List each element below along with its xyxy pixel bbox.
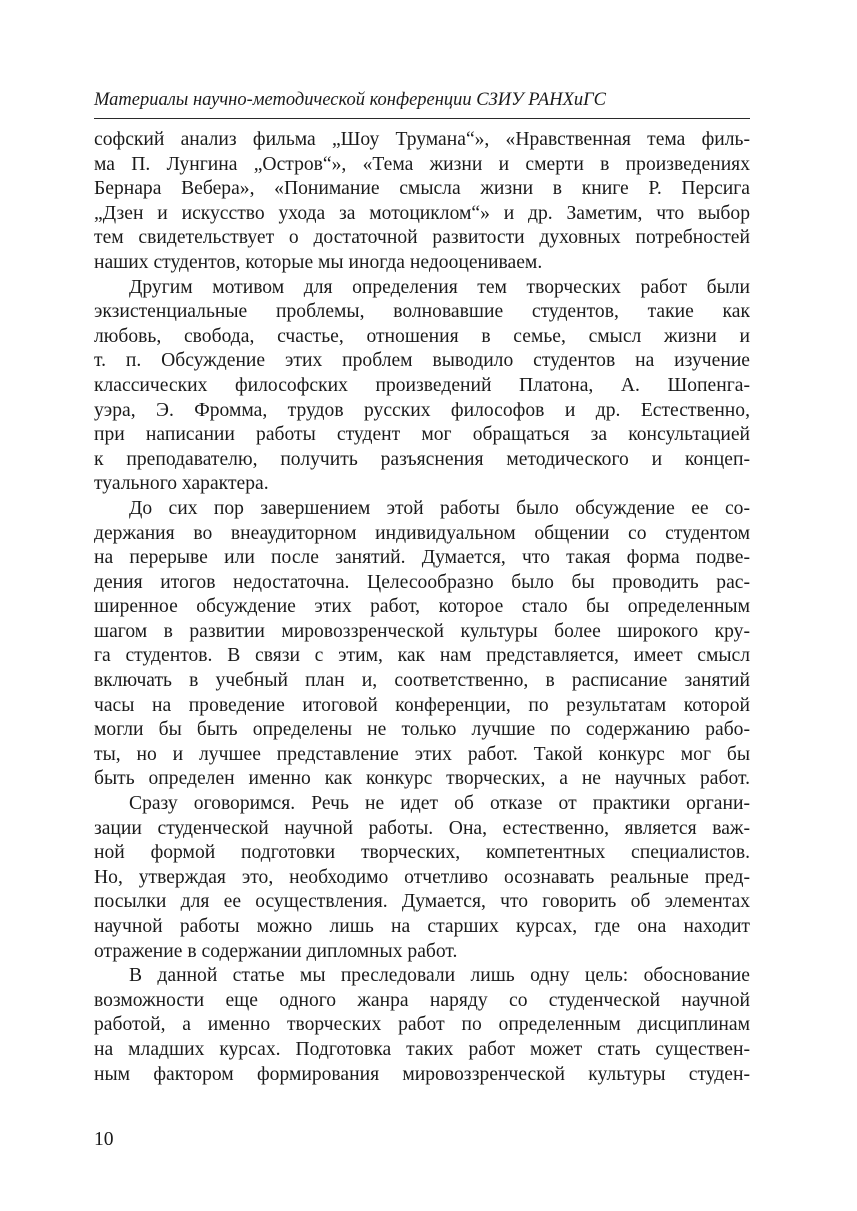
text-line: Бернара Вебера», «Понимание смысла жизни в книге Р. Персига bbox=[94, 178, 750, 200]
text-line: Другим мотивом для определения тем творческих работ были bbox=[129, 276, 750, 298]
text-line: к преподавателю, получить разъяснения методического и концеп- bbox=[94, 448, 750, 470]
text-line: дения итогов недостаточна. Целесообразно было бы проводить рас- bbox=[94, 571, 750, 593]
text-line: ма П. Лунгина „Остров“», «Тема жизни и смерти в произведениях bbox=[94, 153, 750, 175]
text-line: возможности еще одного жанра наряду со студенческой научной bbox=[94, 989, 750, 1011]
text-line: уэра, Э. Фромма, трудов русских философов и др. Естественно, bbox=[94, 399, 750, 421]
text-line: га студентов. В связи с этим, как нам представляется, имеет смысл bbox=[94, 645, 750, 667]
header-rule bbox=[94, 118, 750, 119]
text-line: ным фактором формирования мировоззренческой культуры студен- bbox=[94, 1063, 750, 1085]
running-header: Материалы научно-методической конференции СЗИУ РАНХиГС bbox=[94, 90, 606, 110]
text-line: держания во внеаудиторном индивидуальном общении со студентом bbox=[94, 522, 750, 544]
text-line: софский анализ фильма „Шоу Трумана“», «Нравственная тема филь- bbox=[94, 129, 750, 150]
text-line: т. п. Обсуждение этих проблем выводило студентов на изучение bbox=[94, 350, 750, 372]
text-line: туального характера. bbox=[94, 473, 269, 495]
text-line: экзистенциальные проблемы, волновавшие студентов, такие как bbox=[94, 301, 750, 323]
text-line: посылки для ее осуществления. Думается, что говорить об элементах bbox=[94, 891, 750, 913]
text-line: „Дзен и искусство ухода за мотоциклом“» и др. Заметим, что выбор bbox=[94, 202, 750, 224]
text-line: быть определен именно как конкурс творческих, а не научных работ. bbox=[94, 768, 750, 790]
text-line: научной работы можно лишь на старших курсах, где она находит bbox=[94, 916, 750, 937]
text-line: на перерыве или после занятий. Думается, что такая форма подве- bbox=[94, 547, 750, 569]
text-line: Сразу оговоримся. Речь не идет об отказе от практики органи- bbox=[129, 793, 750, 815]
text-line: ты, но и лучшее представление этих работ. Такой конкурс мог бы bbox=[94, 743, 750, 765]
page-number: 10 bbox=[94, 1129, 114, 1150]
text-line: В данной статье мы преследовали лишь одну цель: обоснование bbox=[129, 965, 750, 987]
text-line: тем свидетельствует о достаточной развитости духовных потребностей bbox=[94, 227, 750, 249]
text-line: шагом в развитии мировоззренческой культуры более широкого кру- bbox=[94, 620, 750, 642]
text-line: зации студенческой научной работы. Она, естественно, является важ- bbox=[94, 817, 750, 839]
text-line: часы на проведение итоговой конференции, по результатам которой bbox=[94, 694, 750, 716]
body-text bbox=[94, 128, 750, 1087]
text-line: Но, утверждая это, необходимо отчетливо осознавать реальные пред- bbox=[94, 866, 750, 888]
text-line: работой, а именно творческих работ по определенным дисциплинам bbox=[94, 1014, 750, 1036]
text-line: классических философских произведений Платона, А. Шопенга- bbox=[94, 374, 750, 396]
text-line: на младших курсах. Подготовка таких работ может стать существен- bbox=[94, 1038, 750, 1060]
text-line: ной формой подготовки творческих, компетентных специалистов. bbox=[94, 842, 750, 864]
text-line: включать в учебный план и, соответственно, в расписание занятий bbox=[94, 670, 750, 692]
text-line: ширенное обсуждение этих работ, которое стало бы определенным bbox=[94, 596, 750, 618]
text-line: До сих пор завершением этой работы было обсуждение ее со- bbox=[129, 497, 750, 519]
text-line: могли бы быть определены не только лучшие по содержанию рабо- bbox=[94, 719, 750, 741]
text-line: отражение в содержании дипломных работ. bbox=[94, 940, 458, 962]
text-line: при написании работы студент мог обращаться за консультацией bbox=[94, 424, 750, 446]
text-line: наших студентов, которые мы иногда недооцениваем. bbox=[94, 251, 543, 273]
text-line: любовь, свобода, счастье, отношения в семье, смысл жизни и bbox=[94, 325, 750, 347]
